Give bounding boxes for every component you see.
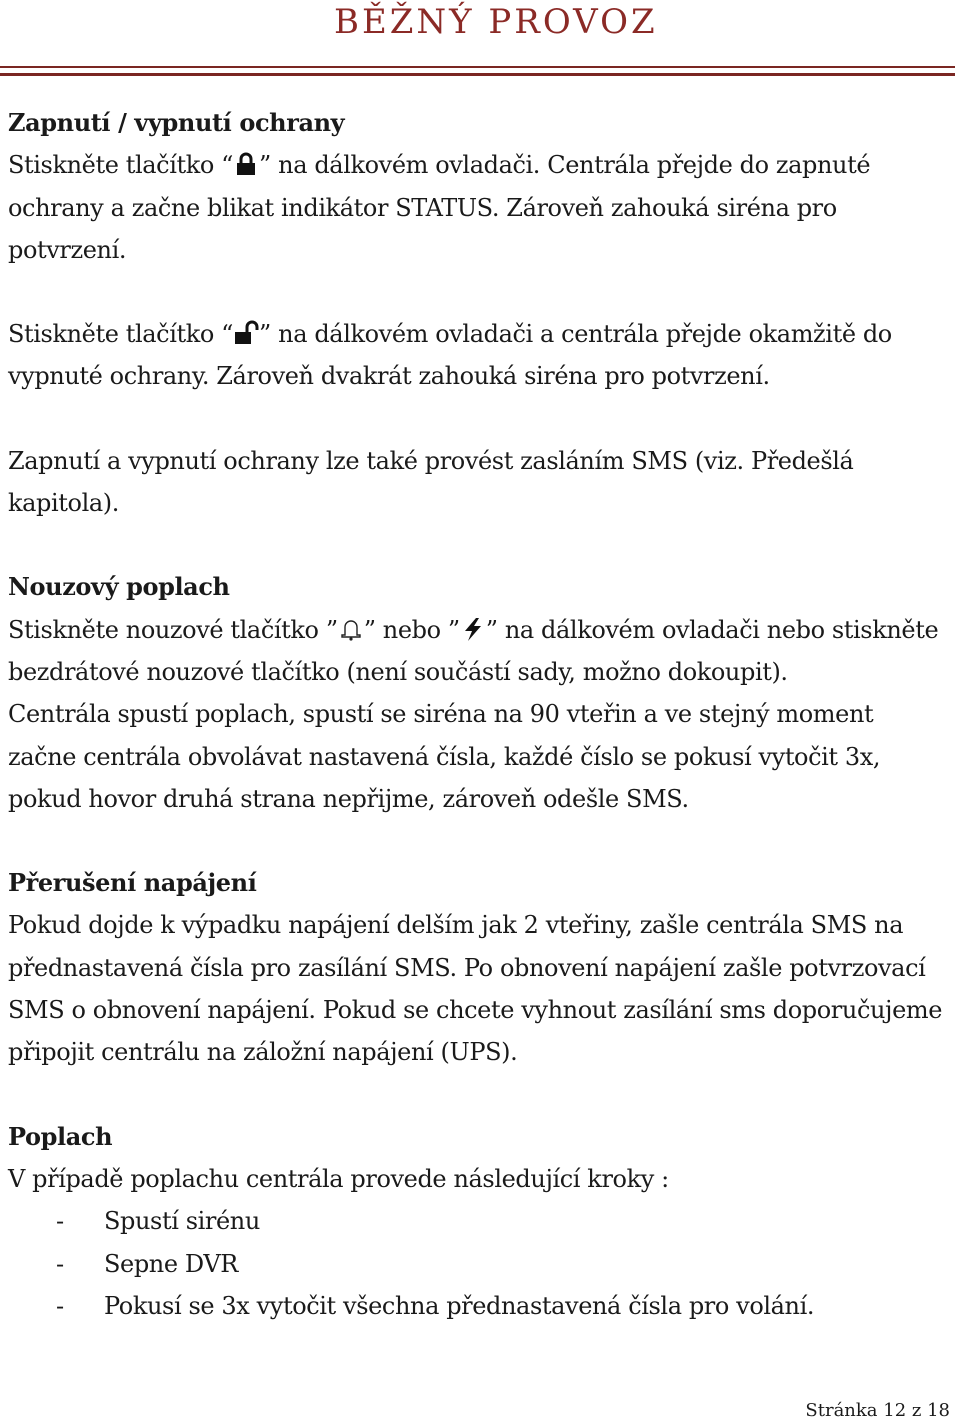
document-body — [8, 102, 943, 1327]
lightning-icon — [460, 613, 486, 639]
list-dash: - — [56, 1249, 64, 1278]
lock-closed-icon — [233, 148, 259, 174]
list-item — [8, 1200, 943, 1242]
lock-open-icon — [233, 317, 259, 343]
paragraph-power-outage: Pokud dojde k výpadku napájení delším jak 2 vteřiny, zašle centrála SMS na přednastavená čísla pro zasílání SMS. Po obnovení napájení zašle potvrzovací SMS o obnovení napájení. Pokud se chcete vyhnout zasílání sms doporučujeme připojit centrálu na záložní napájení (UPS). — [8, 911, 943, 1067]
list-dash: - — [56, 1207, 64, 1236]
heading-power-outage: Přerušení napájení — [8, 868, 257, 898]
bell-icon — [338, 613, 364, 639]
list-item-text: Spustí sirénu — [104, 1207, 260, 1236]
heading-panic: Nouzový poplach — [8, 572, 230, 602]
paragraph-arm — [8, 144, 943, 271]
page-number: Stránka 12 z 18 — [805, 1400, 950, 1421]
heading-alarm: Poplach — [8, 1121, 113, 1151]
text-fragment: ” na dálkovém ovladači nebo stiskněte bezdrátové nouzové tlačítko (není součástí sady, možno dokoupit). — [8, 615, 939, 686]
paragraph-sms-control: Zapnutí a vypnutí ochrany lze také provést zasláním SMS (viz. Předešlá kapitola). — [8, 446, 854, 518]
paragraph-panic-buttons — [8, 609, 943, 694]
list-item-text: Sepne DVR — [104, 1249, 238, 1278]
header-rule-bottom — [0, 73, 955, 76]
paragraph-alarm-intro: V případě poplachu centrála provede následující kroky : — [8, 1164, 669, 1193]
paragraph-panic-result: Centrála spustí poplach, spustí se siréna na 90 vteřin a ve stejný moment začne centrála obvolávat nastavená čísla, každé číslo se pokusí vytočit 3x, pokud hovor druhá strana nepřijme, zároveň odešle SMS. — [8, 700, 881, 813]
text-fragment: Stiskněte nouzové tlačítko ” — [8, 615, 338, 644]
text-fragment: ” na dálkovém ovladači. Centrála přejde do zapnuté ochrany a začne blikat indikátor STATUS. Zároveň zahouká siréna pro potvrzení. — [8, 151, 871, 264]
text-fragment: ” nebo ” — [363, 615, 460, 644]
text-fragment: Stiskněte tlačítko “ — [8, 151, 234, 180]
paragraph-disarm — [8, 313, 943, 398]
page-header-title: BĚŽNÝ PROVOZ — [334, 2, 658, 42]
alarm-steps-list — [8, 1200, 943, 1327]
list-item-text: Pokusí se 3x vytočit všechna přednastavená čísla pro volání. — [104, 1291, 815, 1320]
list-item — [8, 1285, 943, 1327]
text-fragment: Stiskněte tlačítko “ — [8, 320, 234, 349]
text-fragment: ” na dálkovém ovladači a centrála přejde okamžitě do vypnuté ochrany. Zároveň dvakrát zahouká siréna pro potvrzení. — [8, 320, 892, 391]
heading-arm-disarm: Zapnutí / vypnutí ochrany — [8, 108, 345, 137]
header-rule-top — [0, 66, 955, 68]
list-dash: - — [56, 1291, 64, 1320]
list-item — [8, 1243, 943, 1285]
